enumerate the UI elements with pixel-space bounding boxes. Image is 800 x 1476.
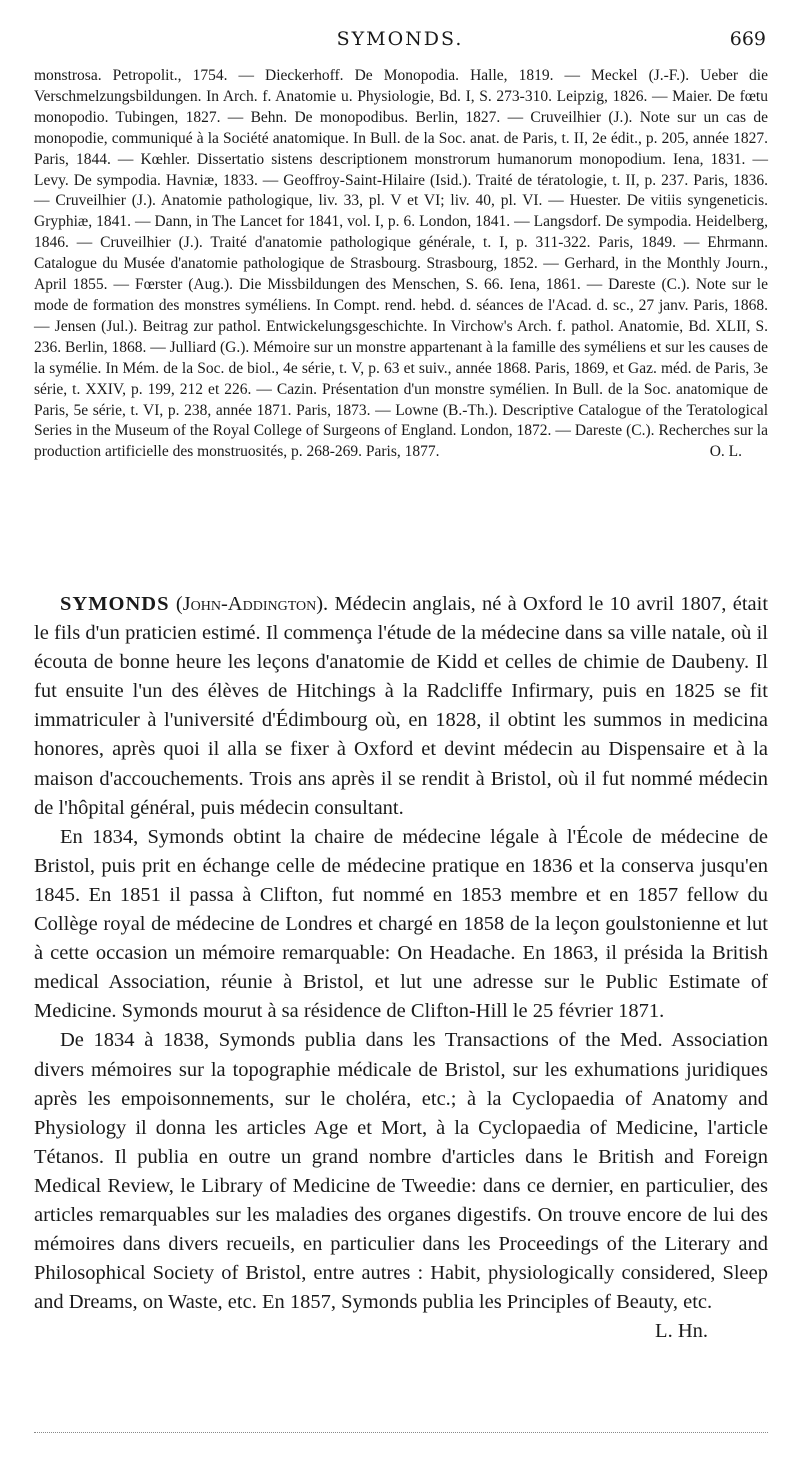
article-paragraph-1-text: Médecin anglais, né à Oxford le 10 avril 1807, était le fils d'un praticien estimé. Il commença l'étude de la médecine dans sa ville natale, où il écouta de bonne heure les leçons d'anatomie de Kidd et celles de chimie de Daubeny. Il fut ensuite l'un des élèves de Hitchings à la Radcliffe Infirmary, puis en 1825 se fit immatriculer à l'université d'Édimbourg où, en 1828, il obtint les summos in medicina honores, après quoi il alla se fixer à Oxford et devint médecin au Dispensaire et à la maison d'accouchements. Trois ans après il se rendit à Bristol, où il fut nommé médecin de l'hôpital général, puis médecin consultant.	[34, 593, 769, 819]
article-forename: (John-Addington).	[175, 593, 329, 615]
article-paragraph	[34, 590, 768, 823]
article-paragraph: En 1834, Symonds obtint la chaire de médecine légale à l'École de médecine de Bristol, puis prit en échange celle de médecine pratique en 1836 et la conserva jusqu'en 1845. En 1851 il passa à Clifton, fut nommé en 1853 membre et en 1857 fellow du Collège royal de médecine de Londres et chargé en 1858 de la leçon goulstonienne et lut à cette occasion un mémoire remarquable: On Headache. En 1863, il présida la British medical Association, réunie à Bristol, et lut une adresse sur le Public Estimate of Medicine. Symonds mourut à sa résidence de Clifton-Hill le 25 février 1871.	[34, 825, 768, 1023]
article-paragraph-3-text: De 1834 à 1838, Symonds publia dans les Transactions of the Med. Association divers mémoires sur la topographie médicale de Bristol, sur les exhumations juridiques après les empoisonnements, sur le choléra, etc.; à la Cyclopaedia of Anatomy and Physiology il donna les articles Age et Mort, à la Cyclopaedia of Medicine, l'article Tétanos. Il publia en outre un grand nombre d'articles dans le British and Foreign Medical Review, le Library of Medicine de Tweedie: dans ce dernier, en particulier, des articles remarquables sur les maladies des organes digestifs. On trouve encore de lui des mémoires dans divers recueils, en particulier dans les Proceedings of the Literary and Philosophical Society of Bristol, entre autres : Habit, physiologically considered, Sleep and Dreams, on Waste, etc. En 1857, Symonds publia les Principles of Beauty, etc.	[34, 1029, 768, 1314]
page-number: 669	[729, 28, 766, 50]
bibliography-text	[34, 66, 768, 463]
footer-rule	[34, 1432, 768, 1433]
page-header	[34, 28, 766, 56]
article-signature: L. Hn.	[655, 1320, 708, 1343]
bibliography-block	[34, 66, 768, 463]
article-paragraph	[34, 1026, 768, 1343]
running-head: SYMONDS.	[336, 28, 464, 50]
bibliography-signature: O. L.	[709, 443, 742, 461]
article-symonds	[34, 590, 768, 1346]
bibliography-body: monstrosa. Petropolit., 1754. — Dieckerhoff. De Monopodia. Halle, 1819. — Meckel (J.-F.). Ueber die Verschmelzungsbildungen. In Arch. f. Anatomie u. Physiologie, Bd. I, S. 273-310. Leipzig, 1826. — Maier. De fœtu monopodio. Tubingen, 1827. — Behn. De monopodibus. Berlin, 1827. — Cruveilhier (J.). Note sur un cas de monopodie, communiqué à la Société anatomique. In Bull. de la Soc. anat. de Paris, t. II, 2e édit., p. 205, année 1827. Paris, 1844. — Kœhler. Dissertatio sistens descriptionem monstrorum humanorum monopodium. Iena, 1831. — Levy. De sympodia. Havniæ, 1833. — Geoffroy-Saint-Hilaire (Isid.). Traité de tératologie, t. II, p. 237. Paris, 1836. — Cruveilhier (J.). Anatomie pathologique, liv. 33, pl. V et VI; liv. 40, pl. VI. — Huester. De vitiis syngeneticis. Gryphiæ, 1841. — Dann, in The Lancet for 1841, vol. I, p. 6. London, 1841. — Langsdorf. De sympodia. Heidelberg, 1846. — Cruveilhier (J.). Traité d'anatomie pathologique générale, t. I, p. 311-322. Paris, 1849. — Ehrmann. Catalogue du Musée d'anatomie pathologique de Strasbourg. Strasbourg, 1852. — Gerhard, in the Monthly Journ., April 1855. — Fœrster (Aug.). Die Missbildungen des Menschen, S. 66. Iena, 1861. — Dareste (C.). Note sur le mode de formation des monstres syméliens. In Compt. rend. hebd. d. séances de l'Acad. d. sc., 27 janv. Paris, 1868. — Jensen (Jul.). Beitrag zur pathol. Entwickelungsgeschichte. In Virchow's Arch. f. pathol. Anatomie, Bd. XLII, S. 236. Berlin, 1868. — Julliard (G.). Mémoire sur un monstre appartenant à la famille des syméliens et sur les causes de la symélie. In Mém. de la Soc. de biol., 4e série, t. V, p. 63 et suiv., année 1868. Paris, 1869, et Gaz. méd. de Paris, 3e série, t. XXIV, p. 199, 212 et 226. — Cazin. Présentation d'un monstre symélien. In Bull. de la Soc. anatomique de Paris, 5e série, t. VI, p. 238, année 1871. Paris, 1873. — Lowne (B.-Th.). Descriptive Catalogue of the Teratological Series in the Museum of the Royal College of Surgeons of England. London, 1872. — Dareste (C.). Recherches sur la production artificielle des monstruosités, p. 268-269. Paris, 1877.	[34, 67, 768, 461]
article-headword: SYMONDS	[60, 593, 170, 615]
